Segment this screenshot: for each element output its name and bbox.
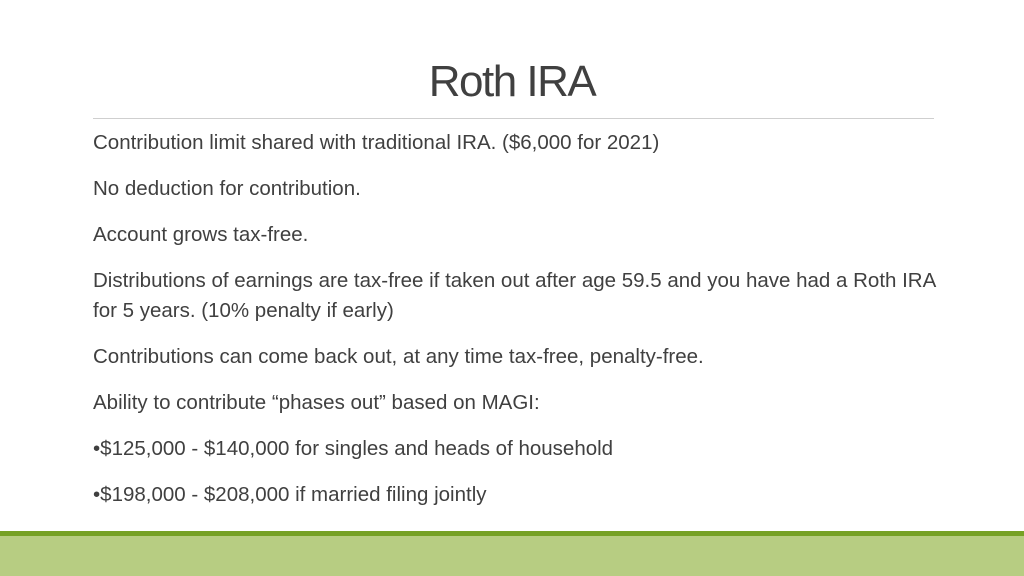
- body-bullet-married: •$198,000 - $208,000 if married filing jointly: [93, 483, 487, 506]
- body-paragraph-distributions: Distributions of earnings are tax-free if taken out after age 59.5 and you have had a Roth IRA for 5 years. (10% penalty if early): [93, 269, 936, 322]
- body-paragraph-contributions-out: Contributions can come back out, at any time tax-free, penalty-free.: [93, 345, 704, 368]
- body-paragraph-contribution-limit: Contribution limit shared with traditional IRA. ($6,000 for 2021): [93, 131, 660, 154]
- footer-accent-line: [0, 531, 1024, 536]
- title-divider: [93, 118, 934, 119]
- body-bullet-singles: •$125,000 - $140,000 for singles and heads of household: [93, 437, 614, 460]
- slide-body: [93, 128, 953, 526]
- slide-title: Roth IRA: [428, 57, 596, 106]
- body-paragraph-no-deduction: No deduction for contribution.: [93, 177, 361, 200]
- footer-accent-bar: [0, 531, 1024, 576]
- body-paragraph-phase-out: Ability to contribute “phases out” based on MAGI:: [93, 391, 540, 414]
- body-paragraph-grows-tax-free: Account grows tax-free.: [93, 223, 309, 246]
